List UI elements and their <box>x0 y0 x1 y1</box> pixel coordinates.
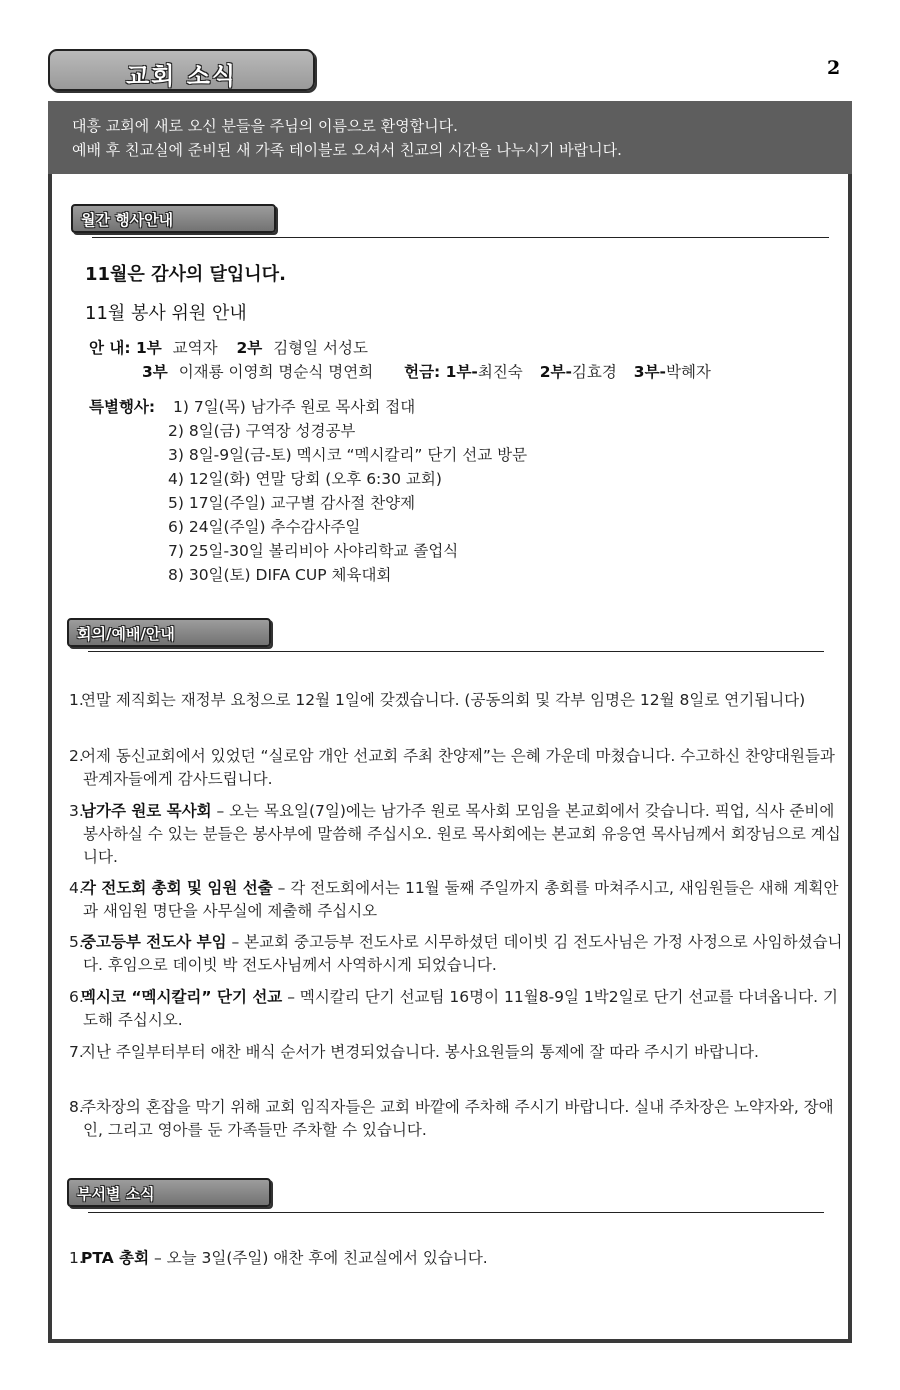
special-event-item: 6) 24일(주일) 추수감사주일 <box>168 518 361 536</box>
section-rule <box>92 237 829 238</box>
notice-title: 중고등부 전도사 부임 <box>81 933 227 951</box>
guide-part1-label: 1부 <box>135 339 162 357</box>
page-number: 2 <box>827 57 841 79</box>
notice-body: 주차장의 혼잡을 막기 위해 교회 임직자들은 교회 바깥에 주차해 주시기 바랍니다. 실내 주차장은 노약자와, 장애인, 그리고 영아를 둔 가족들만 주차할 수 있습니다. <box>81 1098 834 1139</box>
special-event-item: 8) 30일(토) DIFA CUP 체육대회 <box>168 566 392 584</box>
page-title: 교회 소식 <box>126 61 238 90</box>
notice-text <box>69 745 844 791</box>
notice-text <box>69 689 844 712</box>
notice-title: 남가주 원로 목사회 <box>81 802 212 820</box>
welcome-line-1: 대흥 교회에 새로 오신 분들을 주님의 이름으로 환영합니다. <box>72 117 458 135</box>
section-heading-department <box>67 1178 271 1207</box>
section-heading-meeting <box>67 618 271 647</box>
volunteers-title: 11월 봉사 위원 안내 <box>85 303 247 324</box>
notice-item <box>69 1041 844 1064</box>
notice-number: 1. <box>69 1249 84 1267</box>
section-rule <box>88 1212 824 1213</box>
section-heading-monthly <box>71 204 276 233</box>
notice-item <box>69 745 844 791</box>
welcome-line-2: 예배 후 친교실에 준비된 새 가족 테이블로 오셔서 친교의 시간을 나누시기 바랍니다. <box>72 141 622 159</box>
guide-part3-names: 이재룡 이영희 명순식 명연희 <box>178 363 374 381</box>
notice-number: 7. <box>69 1043 84 1061</box>
content-frame <box>48 101 852 1343</box>
notice-number: 5. <box>69 933 84 951</box>
notice-text <box>69 800 844 869</box>
page-title-tab <box>48 49 315 91</box>
offering-part3-name: 박혜자 <box>665 363 711 381</box>
section-heading-department-label: 부서별 소식 <box>77 1185 155 1203</box>
special-events-label: 특별행사: <box>89 398 156 416</box>
notice-item <box>69 877 844 923</box>
offering-label: 헌금: <box>404 363 446 381</box>
welcome-banner <box>48 101 852 174</box>
special-event-item: 1) 7일(목) 남가주 원로 목사회 접대 <box>173 398 416 416</box>
notice-text <box>69 1247 844 1270</box>
notice-body: – 오늘 3일(주일) 애찬 후에 친교실에서 있습니다. <box>149 1249 488 1267</box>
offering-part1-name: 최진숙 <box>477 363 523 381</box>
notice-body: – 각 전도회에서는 11월 둘째 주일까지 총회를 마쳐주시고, 새임원들은 새해 계획안과 새임원 명단을 사무실에 제출해 주십시오 <box>83 879 839 920</box>
notice-title: 각 전도회 총회 및 임원 선출 <box>81 879 273 897</box>
notice-number: 8. <box>69 1098 84 1116</box>
notice-body: 어제 동신교회에서 있었던 “실로암 개안 선교회 주최 찬양제”는 은혜 가운데 마쳤습니다. 수고하신 찬양대원들과 관계자들에게 감사드립니다. <box>81 747 835 788</box>
notice-number: 4. <box>69 879 84 897</box>
notice-body: – 본교회 중고등부 전도사로 시무하셨던 데이빗 김 전도사님은 가정 사정으로 사임하셨습니다. 후임으로 데이빗 박 전도사님께서 사역하시게 되었습니다. <box>83 933 843 974</box>
notice-body: – 멕시칼리 단기 선교팀 16명이 11월8-9일 1박2일로 단기 선교를 다녀옵니다. 기도해 주십시오. <box>83 988 838 1029</box>
notice-number: 2. <box>69 747 84 765</box>
special-event-item: 5) 17일(주일) 교구별 감사절 찬양제 <box>168 494 416 512</box>
offering-part2-name: 김효경 <box>571 363 617 381</box>
guide-part2-names: 김형일 서성도 <box>273 339 368 357</box>
notice-body: 연말 제직회는 재정부 요청으로 12월 1일에 갖겠습니다. (공동의회 및 각부 임명은 12월 8일로 연기됩니다) <box>81 691 806 709</box>
notice-text <box>69 986 844 1032</box>
notice-item <box>69 800 844 869</box>
offering <box>404 363 711 381</box>
notice-text <box>69 1096 844 1142</box>
offering-part2-label: 2부- <box>539 363 572 381</box>
section-heading-monthly-label: 월간 행사안내 <box>81 211 174 229</box>
notice-item <box>69 986 844 1032</box>
month-theme: 11월은 감사의 달입니다. <box>85 264 286 285</box>
notice-item <box>69 931 844 977</box>
notice-body: – 오는 목요일(7일)에는 남가주 원로 목사회 모임을 본교회에서 갖습니다. 픽업, 식사 준비에 봉사하실 수 있는 분들은 봉사부에 말씀해 주십시오. 원로 목사회에는 본교회 유응연 목사님께서 회장님으로 계십니다. <box>83 802 841 866</box>
notice-text <box>69 931 844 977</box>
notice-title: 멕시코 “멕시칼리” 단기 선교 <box>81 988 283 1006</box>
guide-part1-names: 교역자 <box>172 339 218 357</box>
notice-number: 6. <box>69 988 84 1006</box>
special-event-item: 4) 12일(화) 연말 당회 (오후 6:30 교회) <box>168 470 442 488</box>
notice-number: 1. <box>69 691 84 709</box>
notice-text <box>69 1041 844 1064</box>
offering-part3-label: 3부- <box>633 363 666 381</box>
guide-part3-label: 3부 <box>142 363 168 381</box>
notice-body: 지난 주일부터부터 애찬 배식 순서가 변경되었습니다. 봉사요원들의 통제에 잘 따라 주시기 바랍니다. <box>81 1043 759 1061</box>
notice-item <box>69 1096 844 1142</box>
guide-row-1 <box>89 336 368 358</box>
section-heading-meeting-label: 회의/예배/안내 <box>77 625 175 643</box>
notice-text <box>69 877 844 923</box>
guide-label: 안 내: <box>89 339 136 357</box>
special-event-item: 3) 8일-9일(금-토) 멕시코 “멕시칼리” 단기 선교 방문 <box>168 446 528 464</box>
offering-part1-label: 1부- <box>445 363 478 381</box>
guide-row-2 <box>142 360 711 382</box>
notice-title: PTA 총회 <box>81 1249 150 1267</box>
notice-number: 3. <box>69 802 84 820</box>
guide-part2-label: 2부 <box>236 339 263 357</box>
section-rule <box>88 651 824 652</box>
special-event-item: 2) 8일(금) 구역장 성경공부 <box>168 422 356 440</box>
notice-item <box>69 1247 844 1270</box>
notice-item <box>69 689 844 712</box>
special-event-item: 7) 25일-30일 볼리비아 사야리학교 졸업식 <box>168 542 459 560</box>
